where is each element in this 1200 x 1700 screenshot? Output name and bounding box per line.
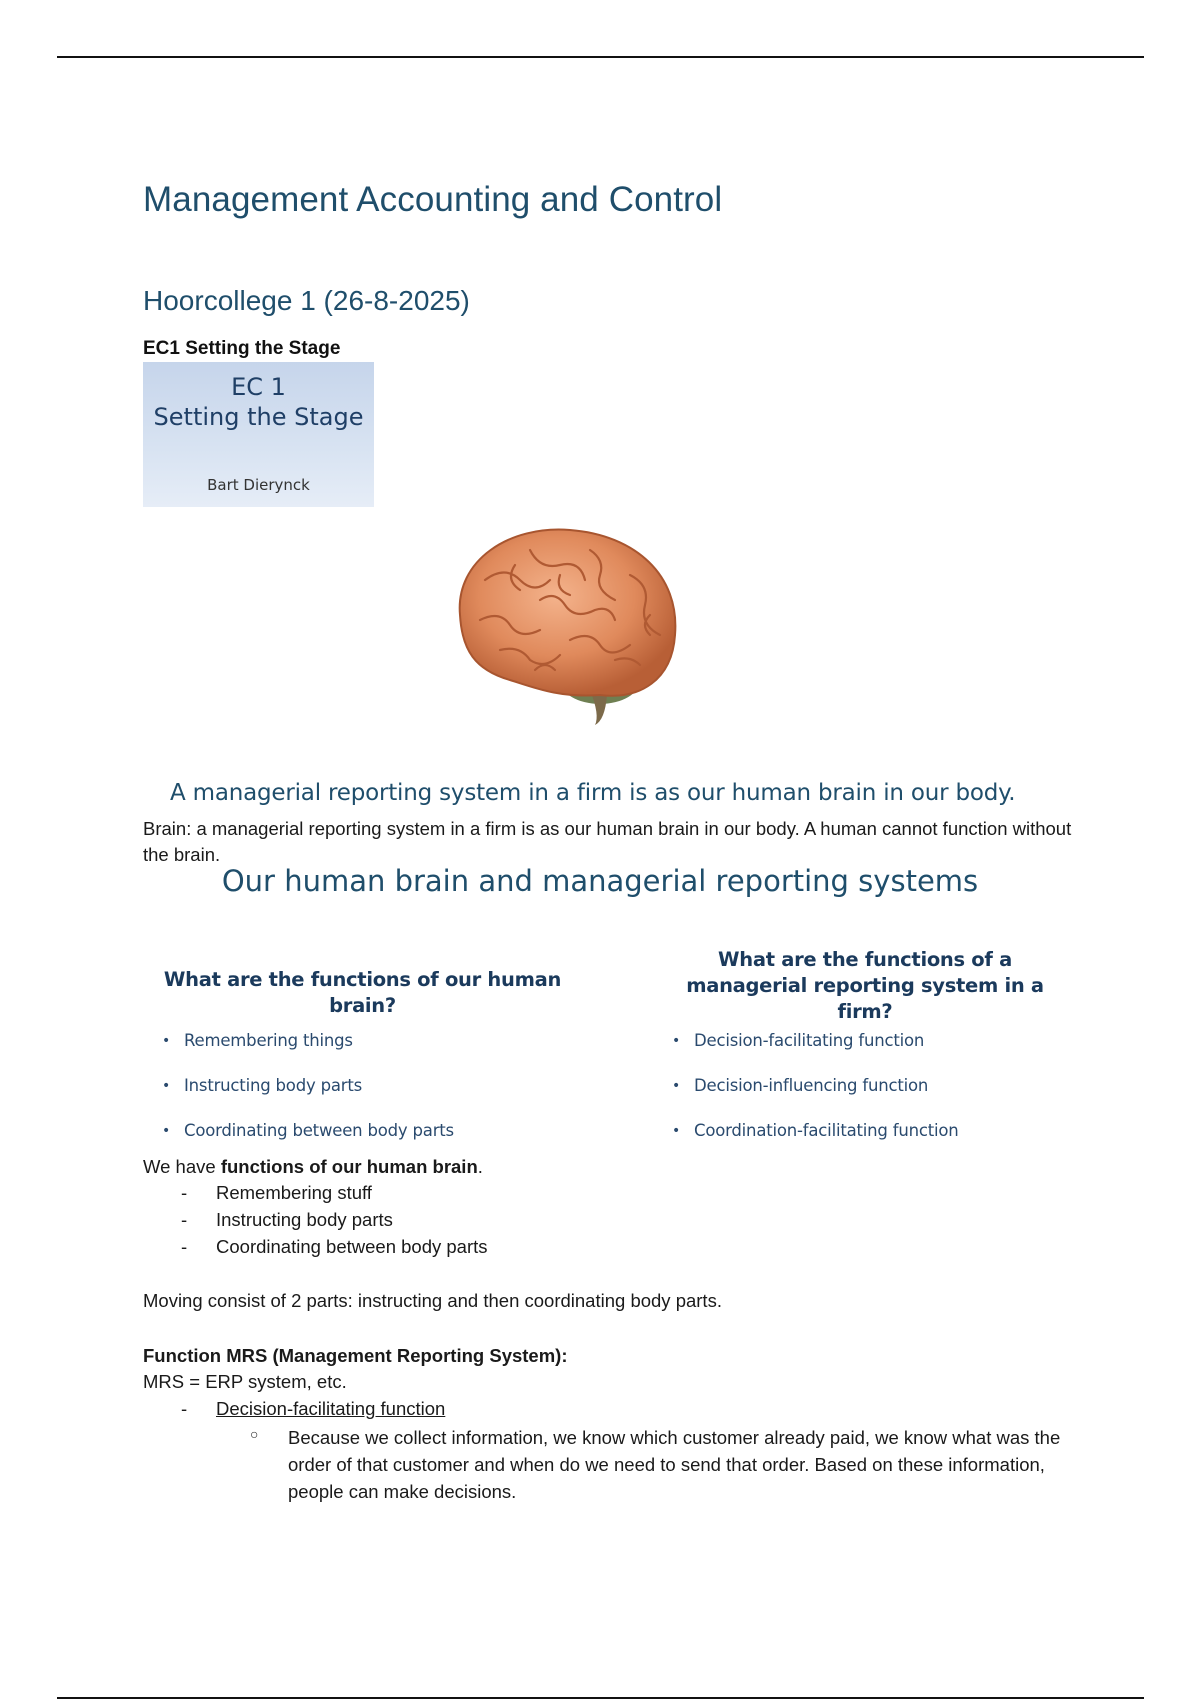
mrs-definition: MRS = ERP system, etc. [143, 1371, 347, 1392]
page-title: Management Accounting and Control [143, 180, 723, 219]
slide-caption: A managerial reporting system in a firm is as our human brain in our body. [170, 780, 1016, 806]
list-item: - Coordinating between body parts [143, 1233, 488, 1260]
footer-rule [57, 1697, 1144, 1699]
functions-intro-prefix: We have [143, 1156, 221, 1177]
moving-paragraph: Moving consist of 2 parts: instructing and then coordinating body parts. [143, 1290, 722, 1311]
list-item [143, 1395, 445, 1422]
mrs-list [143, 1395, 445, 1422]
mrs-functions-bullets [670, 1030, 959, 1165]
slide-thumbnail [143, 362, 374, 507]
paragraph-brain: Brain: a managerial reporting system in a firm is as our human brain in our body. A human cannot function without the brain. [143, 818, 1072, 865]
circle-bullet-icon: ○ [250, 1426, 259, 1442]
brain-functions-bullets [160, 1030, 454, 1165]
left-column-heading: What are the functions of our human brain? [163, 968, 562, 1017]
mrs-list-item-label: Decision-facilitating function [216, 1398, 446, 1419]
header-rule [57, 56, 1144, 58]
comparison-slide-title: Our human brain and managerial reporting systems [221, 864, 979, 898]
list-item: • Remembering things [160, 1030, 454, 1075]
list-item: • Decision-facilitating function [670, 1030, 959, 1075]
mrs-heading: Function MRS (Management Reporting System): [143, 1345, 568, 1366]
list-item: • Instructing body parts [160, 1075, 454, 1120]
functions-intro-bold: functions of our human brain [220, 1156, 478, 1177]
right-column-heading: What are the functions of a managerial reporting system in a firm? [686, 948, 1044, 1023]
section-heading: EC1 Setting the Stage [143, 338, 341, 359]
functions-intro [143, 1154, 483, 1180]
mrs-sub-item-text: Because we collect information, we know which customer already paid, we know what was the order of that customer and when do we need to send that order. Based on these information, people can make decisions. [288, 1427, 1061, 1502]
lecture-subtitle: Hoorcollege 1 (26-8-2025) [143, 285, 470, 316]
list-item: - Instructing body parts [143, 1206, 488, 1233]
slide-thumbnail-author: Bart Dierynck [207, 476, 310, 494]
slide-thumbnail-line2: Setting the Stage [153, 403, 364, 431]
list-item: • Coordination-facilitating function [670, 1120, 959, 1165]
list-item: • Coordinating between body parts [160, 1120, 454, 1165]
functions-intro-suffix: . [477, 1156, 483, 1177]
functions-list [143, 1179, 488, 1260]
list-item: • Decision-influencing function [670, 1075, 959, 1120]
list-item: - Remembering stuff [143, 1179, 488, 1206]
slide-thumbnail-line1: EC 1 [231, 373, 286, 401]
brain-illustration [440, 520, 690, 730]
